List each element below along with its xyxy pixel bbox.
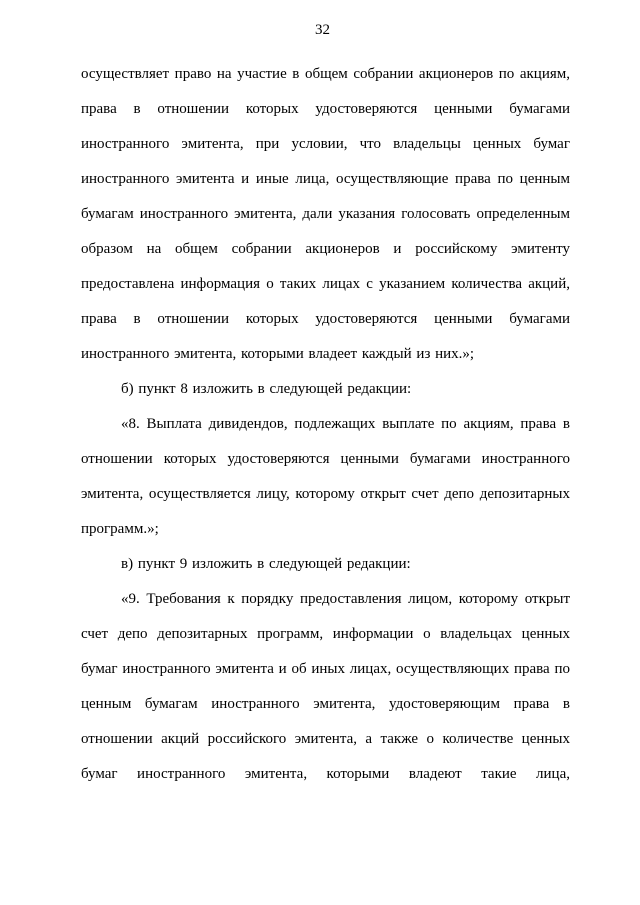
paragraph-clause-8: «8. Выплата дивидендов, подлежащих выплате по акциям, права в отношении которых удостоверяются ценными бумагами иностранного эмитента, осуществляется лицу, которому открыт счет депо депозитарных программ.»; (81, 416, 570, 537)
paragraph-subitem-v: в) пункт 9 изложить в следующей редакции: (121, 556, 411, 572)
page-number: 32 (315, 22, 330, 38)
paragraph-continuation: осуществляет право на участие в общем собрании акционеров по акциям, права в отношении которых удостоверяются ценными бумагами иностранного эмитента, при условии, что владельцы ценных бумаг иностранного эмитента и иные лица, осуществляющие права по ценным бумагам иностранного эмитента, дали указания голосовать определенным образом на общем собрании акционеров и российскому эмитенту предоставлена информация о таких лицах с указанием количества акций, права в отношении которых удостоверяются ценными бумагами иностранного эмитента, которыми владеет каждый из них.»; (81, 66, 570, 362)
document-body (81, 57, 570, 792)
paragraph-subitem-b: б) пункт 8 изложить в следующей редакции: (121, 381, 412, 397)
paragraph-clause-9: «9. Требования к порядку предоставления лицом, которому открыт счет депо депозитарных программ, информации о владельцах ценных бумаг иностранного эмитента и об иных лицах, осуществляющих права по ценным бумагам иностранного эмитента, удостоверяющим права в отношении акций российского эмитента, а также о количестве ценных бумаг иностранного эмитента, которыми владеют такие лица, (81, 591, 570, 782)
